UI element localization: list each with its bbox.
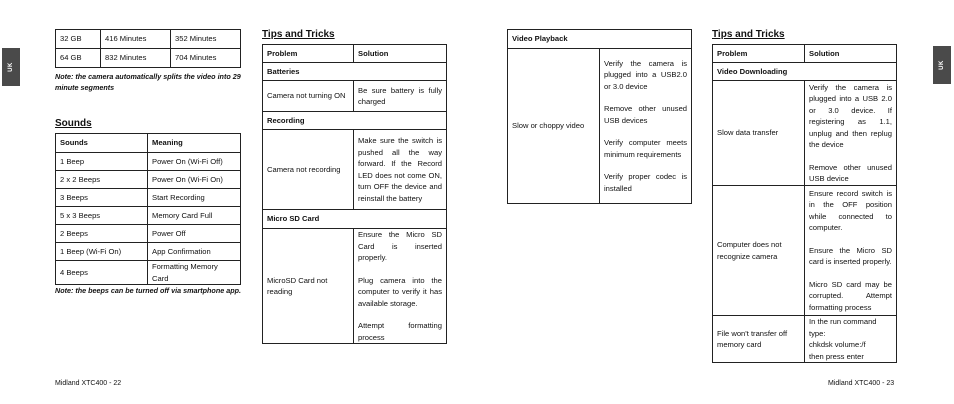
table-row [56, 189, 241, 207]
table-row [263, 130, 447, 210]
sound-cell: 5 x 3 Beeps [56, 207, 148, 225]
table-row [56, 171, 241, 189]
solution-line: Verify the camera is plugged into a USB2.0 or 3.0 device [604, 58, 688, 91]
solution-line: Verify computer meets minimum requirements [604, 138, 688, 159]
sound-cell: 1 Beep [56, 153, 148, 171]
column-header: Solution [354, 45, 447, 63]
solution-line: In the run command type: [809, 317, 877, 338]
sound-cell: 2 Beeps [56, 225, 148, 243]
solution-cell [354, 229, 447, 344]
tips-table-left [262, 44, 447, 344]
sounds-table [55, 133, 241, 285]
sound-cell: 1 Beep (Wi-Fi On) [56, 243, 148, 261]
problem-cell: Computer does not recognize camera [713, 186, 805, 316]
problem-cell: Slow data transfer [713, 81, 805, 186]
column-header: Problem [263, 45, 354, 63]
storage-minutes: 832 Minutes [101, 49, 171, 68]
section-batteries: Batteries [263, 63, 447, 81]
solution-cell [805, 81, 897, 186]
solution-cell [805, 186, 897, 316]
table-row [56, 49, 241, 68]
section-row [263, 63, 447, 81]
solution-cell [805, 316, 897, 363]
table-header-row [713, 45, 897, 63]
language-tab-right [933, 46, 951, 84]
storage-minutes: 704 Minutes [171, 49, 241, 68]
storage-table [55, 29, 241, 68]
solution-line: Remove other unused USB device [809, 162, 892, 183]
sound-cell: 3 Beeps [56, 189, 148, 207]
tips-table-right [712, 44, 897, 363]
meaning-cell: Start Recording [148, 189, 241, 207]
solution-line: Plug camera into the computer to verify it has available storage. [358, 275, 442, 308]
section-row [263, 112, 447, 130]
table-row [56, 225, 241, 243]
meaning-cell: App Confirmation [148, 243, 241, 261]
storage-capacity: 64 GB [56, 49, 101, 68]
tips-heading-left: Tips and Tricks [262, 29, 335, 40]
storage-minutes: 352 Minutes [171, 30, 241, 49]
table-row [56, 30, 241, 49]
solution-line: Remove other unused USB devices [604, 104, 688, 125]
table-header-row [56, 134, 241, 153]
table-row [56, 243, 241, 261]
problem-cell: Camera not recording [263, 130, 354, 210]
problem-cell: File won't transfer off memory card [713, 316, 805, 363]
column-header: Problem [713, 45, 805, 63]
language-tab-left [2, 48, 20, 86]
solution-cell: Be sure battery is fully charged [354, 81, 447, 112]
tab-label: UK [7, 62, 14, 72]
solution-line: Ensure the Micro SD Card is inserted properly. [358, 230, 442, 262]
tab-label: UK [938, 60, 945, 70]
solution-cell: Make sure the switch is pushed all the way forward. If the Record LED does not come ON, turn OFF the device and reinstall the battery [354, 130, 447, 210]
section-video-playback: Video Playback [508, 30, 692, 49]
table-row [56, 153, 241, 171]
table-header-row [263, 45, 447, 63]
section-row [713, 63, 897, 81]
solution-cell [600, 49, 692, 204]
solution-line: Ensure the Micro SD card is inserted properly. [809, 245, 892, 267]
storage-capacity: 32 GB [56, 30, 101, 49]
solution-line: chkdsk volume:/f [809, 340, 866, 349]
solution-line: Attempt formatting process [358, 321, 442, 342]
problem-cell: Camera not turning ON [263, 81, 354, 112]
table-row [713, 81, 897, 186]
table-row [508, 49, 692, 204]
video-playback-table [507, 29, 692, 204]
column-header: Sounds [56, 134, 148, 153]
column-header: Solution [805, 45, 897, 63]
solution-line: Ensure record switch is in the OFF position while connected to computer. [809, 188, 892, 233]
problem-cell: Slow or choppy video [508, 49, 600, 204]
sound-cell: 4 Beeps [56, 261, 148, 285]
page-footer-left: Midland XTC400 - 22 [55, 380, 122, 387]
solution-line: then press enter [809, 351, 864, 361]
table-row [713, 186, 897, 316]
column-header: Meaning [148, 134, 241, 153]
solution-line: Micro SD card may be corrupted. Attempt formatting process [809, 279, 892, 312]
table-row [263, 229, 447, 344]
meaning-cell: Power On (Wi-Fi Off) [148, 153, 241, 171]
sounds-heading: Sounds [55, 118, 92, 129]
meaning-cell: Memory Card Full [148, 207, 241, 225]
section-micro-sd: Micro SD Card [263, 210, 447, 229]
solution-line: Verify proper codec is installed [604, 172, 688, 193]
section-row [263, 210, 447, 229]
table-row [56, 207, 241, 225]
meaning-cell: Power Off [148, 225, 241, 243]
section-recording: Recording [263, 112, 447, 130]
section-video-downloading: Video Downloading [713, 63, 897, 81]
storage-minutes: 416 Minutes [101, 30, 171, 49]
tips-heading-right: Tips and Tricks [712, 29, 785, 40]
sound-cell: 2 x 2 Beeps [56, 171, 148, 189]
section-row [508, 30, 692, 49]
meaning-cell: Formatting Memory Card [148, 261, 241, 285]
sounds-note: Note: the beeps can be turned off via smartphone app. [55, 286, 241, 295]
page-footer-right: Midland XTC400 - 23 [828, 380, 895, 387]
meaning-cell: Power On (Wi-Fi On) [148, 171, 241, 189]
problem-cell: MicroSD Card not reading [263, 229, 354, 344]
table-row [713, 316, 897, 363]
table-row [56, 261, 241, 285]
table-row [263, 81, 447, 112]
storage-note: Note: the camera automatically splits the video into 29 minute segments [55, 72, 241, 92]
solution-line: Verify the camera is plugged into a USB 2.0 or 3.0 device. If registering as 1.1, unplug and then replug the device [809, 82, 892, 149]
